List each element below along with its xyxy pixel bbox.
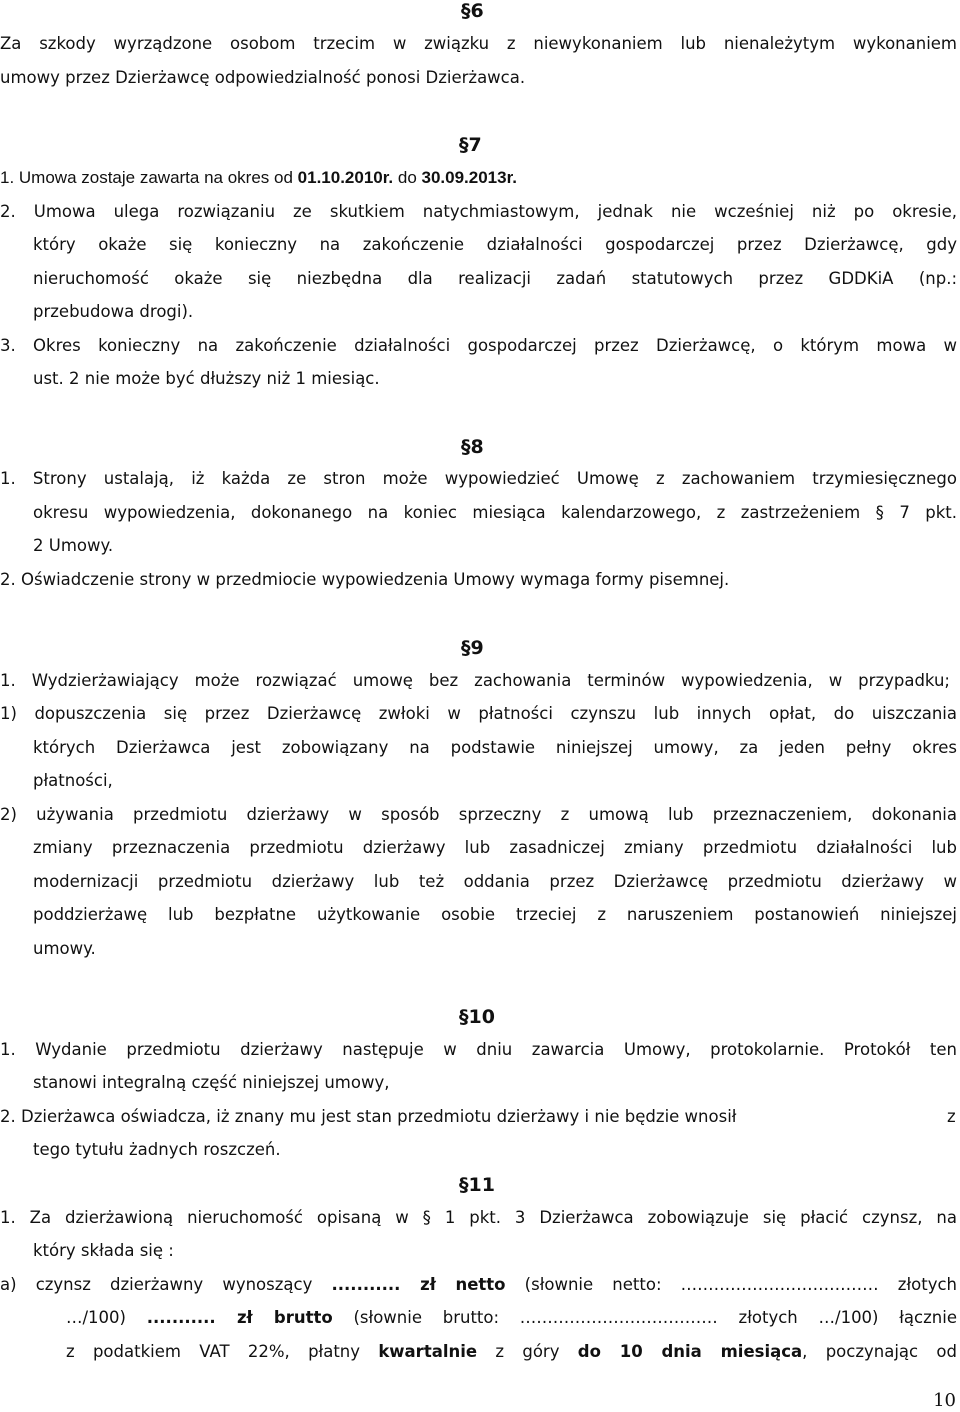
s8-line-2: okresu wypowiedzenia, dokonanego na koniec miesiąca kalendarzowego, z zastrzeżeniem § 7 pkt. <box>33 503 957 522</box>
s7-point-1-mid: do <box>393 168 422 187</box>
section-11-heading: §11 <box>459 1174 495 1196</box>
section-8-heading: §8 <box>461 436 484 458</box>
s9-line-3: których Dzierżawca jest zobowiązany na podstawie niniejszej umowy, za jeden pełny okres <box>33 738 957 757</box>
s7-line-4: przebudowa drogi). <box>33 302 194 321</box>
s7-line-2: który okaże się konieczny na zakończenie działalności gospodarczej przez Dzierżawcę, gdy <box>33 235 957 254</box>
s7-line-3: nieruchomość okaże się niezbędna dla realizacji zadań statutowych przez GDDKiA (np.: <box>33 269 957 288</box>
s9-line-7: modernizacji przedmiotu dzierżawy lub też oddania przez Dzierżawcę przedmiotu dzierżawy w <box>33 872 957 891</box>
rent-line-3-mid: z góry <box>477 1342 578 1361</box>
s7-line-1: 2. Umowa ulega rozwiązaniu ze skutkiem natychmiastowym, jednak nie wcześniej niż po okresie, <box>0 202 957 221</box>
s8-line-4: 2. Oświadczenie strony w przedmiocie wypowiedzenia Umowy wymaga formy pisemnej. <box>0 570 730 589</box>
rent-due-date: do 10 dnia miesiąca <box>577 1342 803 1361</box>
s10-line-4: tego tytułu żadnych roszczeń. <box>33 1140 281 1159</box>
s11-rent-line-2 <box>66 1308 957 1328</box>
s11-line-1: 1. Za dzierżawioną nieruchomość opisaną w § 1 pkt. 3 Dzierżawca zobowiązuje się płacić czynsz, na <box>0 1208 957 1227</box>
s7-point-1 <box>0 168 517 188</box>
s8-line-3: 2 Umowy. <box>33 536 114 555</box>
section-10-heading: §10 <box>459 1006 495 1028</box>
rent-net-amount: ........... zł netto <box>331 1275 506 1294</box>
s8-line-1: 1. Strony ustalają, iż każda ze stron może wypowiedzieć Umowę z zachowaniem trzymiesięcznego <box>0 469 957 488</box>
section-7-heading: §7 <box>459 134 482 156</box>
s9-line-2: 1) dopuszczenia się przez Dzierżawcę zwłoki w płatności czynszu lub innych opłat, do uiszczania <box>0 704 957 723</box>
s10-line-3: 2. Dzierżawca oświadcza, iż znany mu jest stan przedmiotu dzierżawy i nie będzie wnosił <box>0 1107 737 1126</box>
rent-frequency: kwartalnie <box>378 1342 478 1361</box>
s7-point-1-prefix: 1. Umowa zostaje zawarta na okres od <box>0 168 298 187</box>
s9-line-9: umowy. <box>33 939 96 958</box>
s7-start-date: 01.10.2010r. <box>297 168 394 187</box>
s10-line-2: stanowi integralną część niniejszej umowy, <box>33 1073 390 1092</box>
s7-end-date: 30.09.2013r. <box>421 168 517 187</box>
rent-line-3-prefix: z podatkiem VAT 22%, płatny <box>66 1342 379 1361</box>
s10-line-3-end: z <box>947 1107 956 1126</box>
s9-line-4: płatności, <box>33 771 113 790</box>
section-9-heading: §9 <box>461 637 484 659</box>
rent-line-1-prefix: a) czynsz dzierżawny wynoszący <box>0 1275 332 1294</box>
s6-line-2: umowy przez Dzierżawcę odpowiedzialność ponosi Dzierżawca. <box>0 68 526 87</box>
section-6-heading: §6 <box>461 0 484 22</box>
s11-rent-line-1 <box>0 1275 957 1295</box>
s10-line-1: 1. Wydanie przedmiotu dzierżawy następuje w dniu zawarcia Umowy, protokolarnie. Protokół ten <box>0 1040 957 1059</box>
s9-line-8: poddzierżawę lub bezpłatne użytkowanie osobie trzeciej z naruszeniem postanowień niniejszej <box>33 905 957 924</box>
s6-line-1: Za szkody wyrządzone osobom trzecim w związku z niewykonaniem lub nienależytym wykonaniem <box>0 34 957 53</box>
rent-line-3-suffix: , poczynając od <box>802 1342 957 1361</box>
rent-line-2-suffix: (słownie brutto: ……………………………… złotych …/100) łącznie <box>332 1308 957 1327</box>
s9-line-1: 1. Wydzierżawiający może rozwiązać umowę bez zachowania terminów wypowiedzenia, w przypadku; <box>0 671 950 690</box>
s9-line-6: zmiany przeznaczenia przedmiotu dzierżawy lub zasadniczej zmiany przedmiotu działalności lub <box>33 838 957 857</box>
s11-line-2: który składa się : <box>33 1241 174 1260</box>
s7-line-6: ust. 2 nie może być dłuższy niż 1 miesiąc. <box>33 369 380 388</box>
rent-line-2-prefix: …/100) <box>66 1308 147 1327</box>
s9-line-5: 2) używania przedmiotu dzierżawy w sposób sprzeczny z umową lub przeznaczeniem, dokonania <box>0 805 957 824</box>
rent-gross-amount: ........... zł brutto <box>146 1308 333 1327</box>
page-number: 10 <box>933 1390 956 1411</box>
rent-line-1-suffix: (słownie netto: ……………………………… złotych <box>505 1275 957 1294</box>
s7-line-5: 3. Okres konieczny na zakończenie działalności gospodarczej przez Dzierżawcę, o którym mowa w <box>0 336 957 355</box>
s11-rent-line-3 <box>66 1342 957 1362</box>
